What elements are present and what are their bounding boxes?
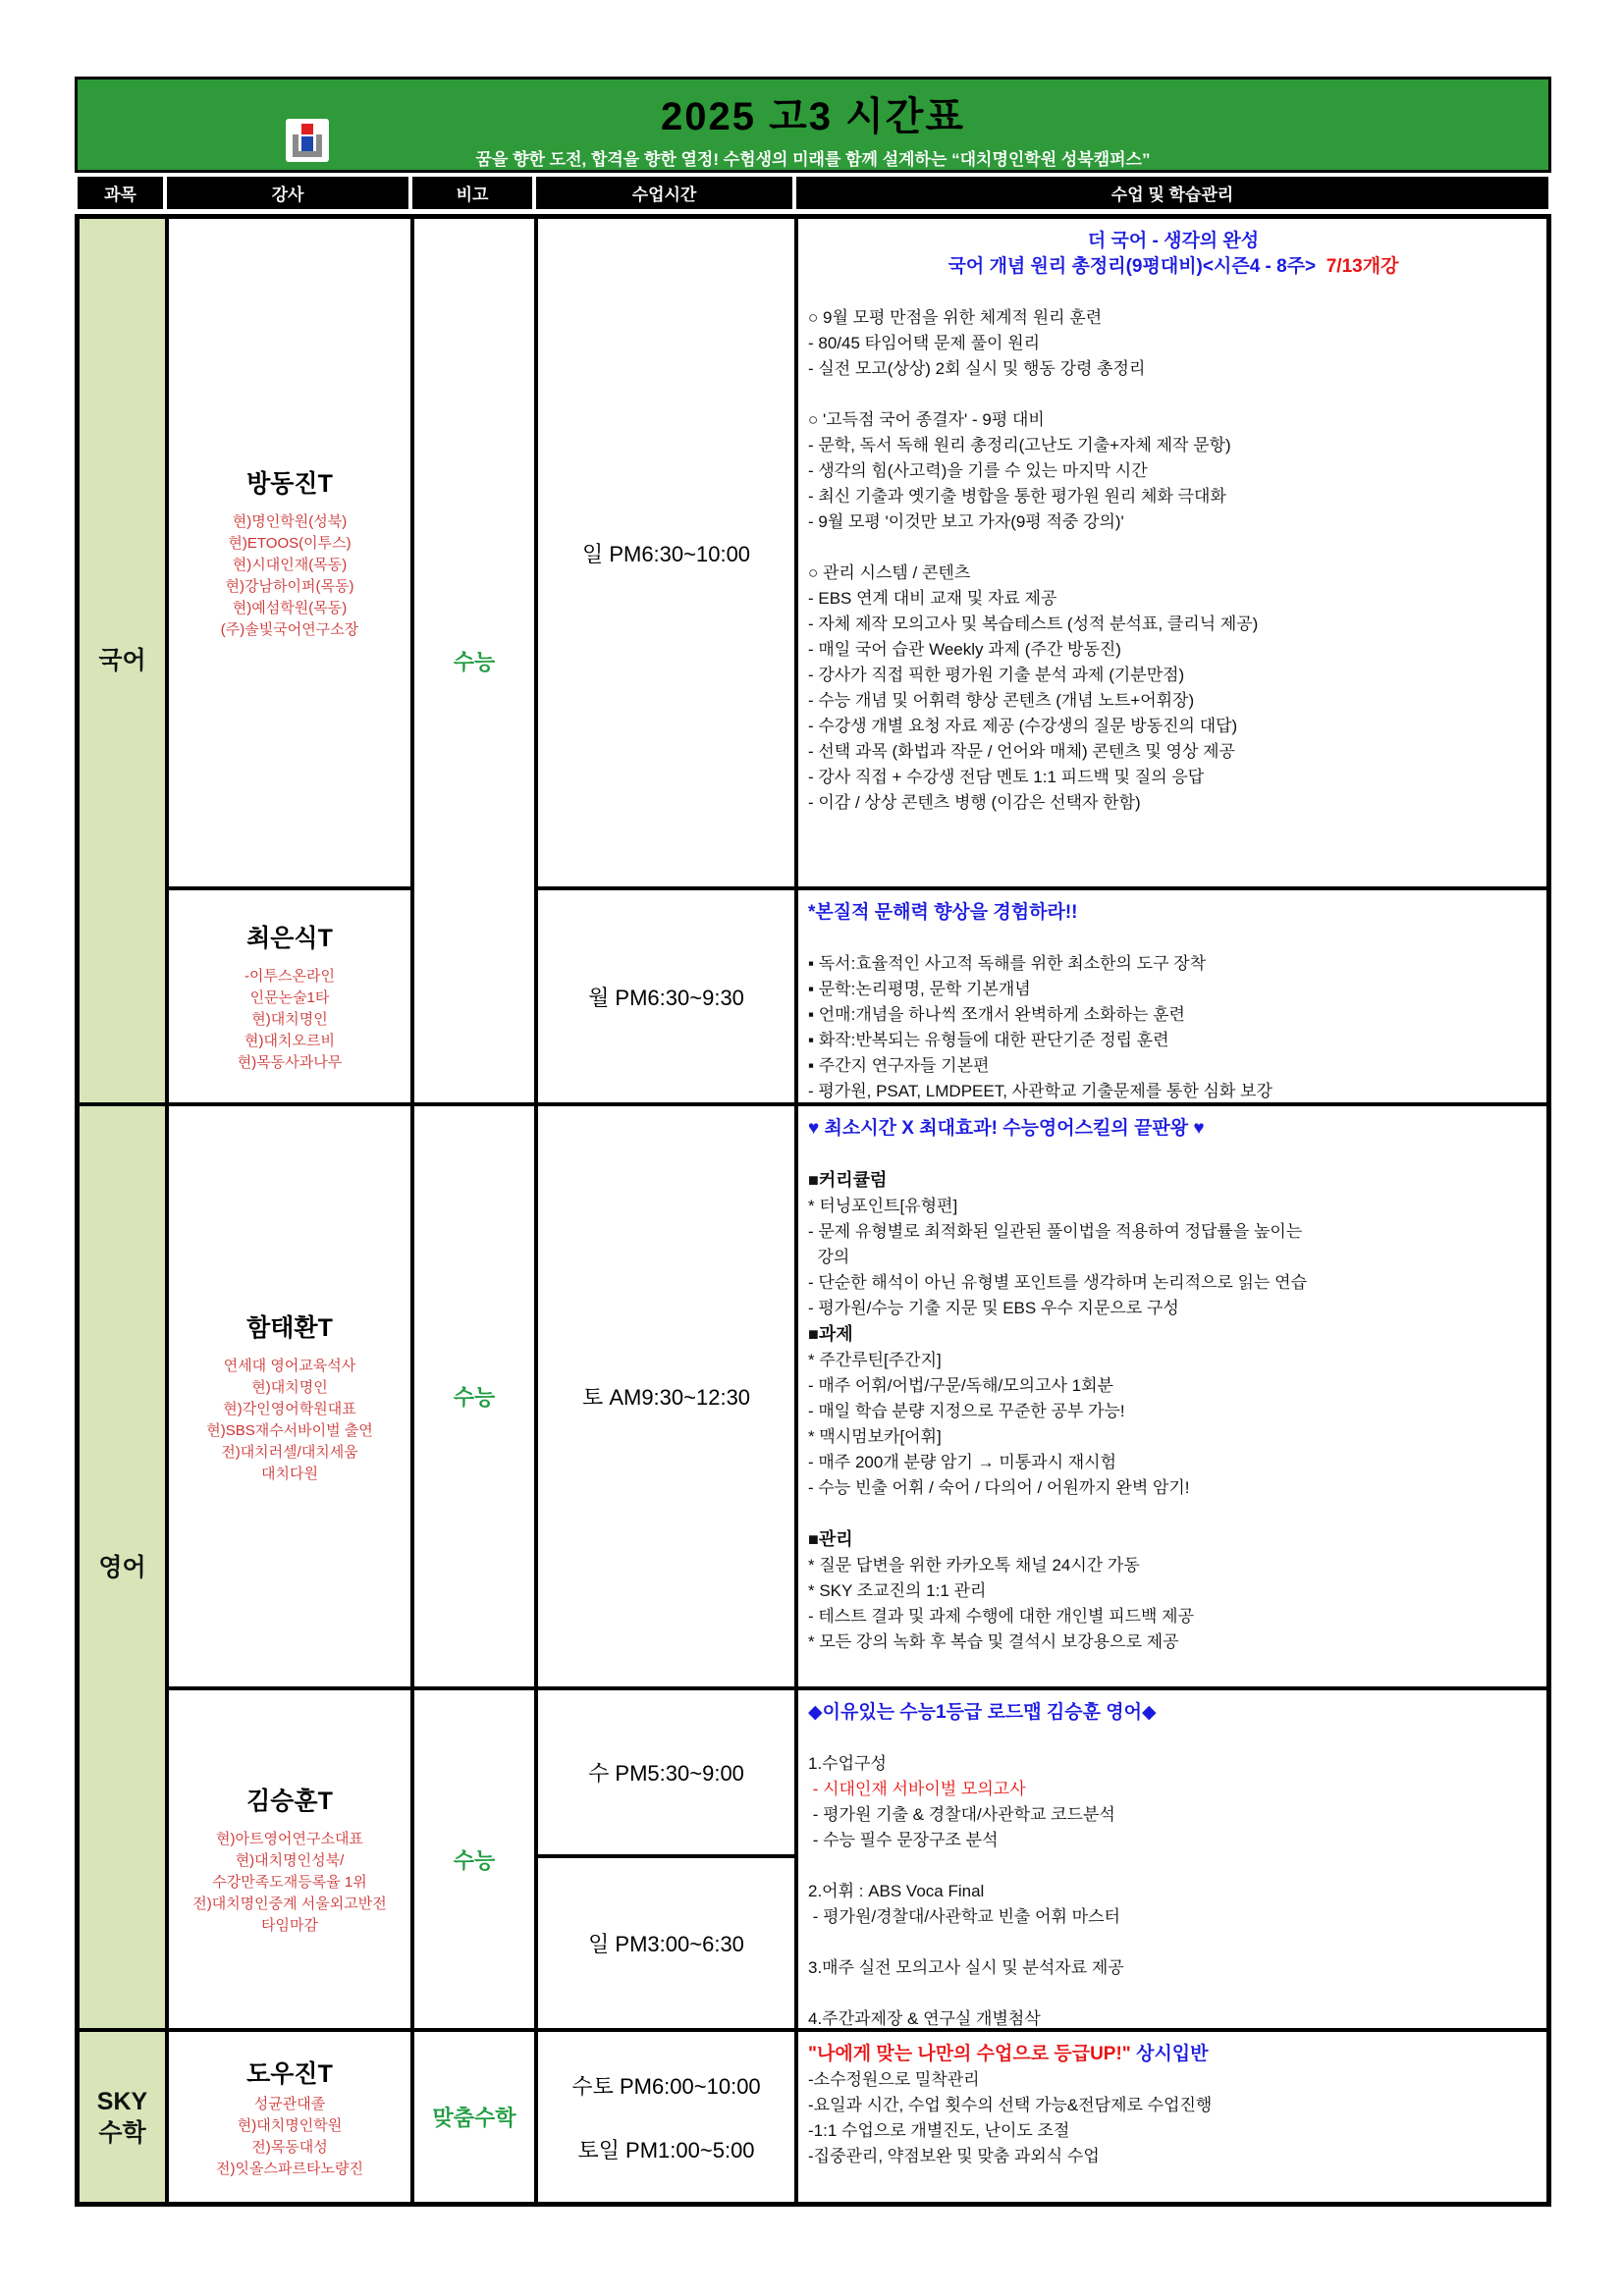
text-line	[808, 1142, 1539, 1167]
text-line: - 생각의 힘(사고력)을 기를 수 있는 마지막 시간	[808, 461, 1148, 480]
text-line: - 선택 과목 (화법과 작문 / 언어와 매체) 콘텐츠 및 영상 제공	[808, 742, 1235, 761]
text-line	[808, 926, 1539, 951]
class-time: 수 PM5:30~9:00	[588, 1761, 744, 1786]
text-line: 2.어휘 : ABS Voca Final	[808, 1882, 985, 1900]
text-line: 전)잇올스파르타노량진	[216, 2160, 363, 2177]
subject-label-line2: 수학	[98, 2118, 146, 2147]
instructor-credentials	[216, 2094, 363, 2180]
text-line: * 질문 답변을 위한 카카오톡 채널 24시간 가동	[808, 1556, 1140, 1575]
text-line: 1.수업구성	[808, 1754, 887, 1773]
text-line: - 문제 유형별로 최적화된 일관된 풀이법을 적용하여 정답률을 높이는	[808, 1222, 1303, 1241]
text-line: 현)강남하이퍼(목동)	[225, 578, 354, 595]
text-line: ▪ 주간지 연구자들 기본편	[808, 1056, 990, 1075]
content-cell-hamtaehwan	[796, 1104, 1548, 1688]
text-line: 전)대치명인중계 서울외고반전	[192, 1896, 387, 1912]
text-line: * 맥시멈보카[어휘]	[808, 1427, 942, 1446]
logo-red-block	[301, 124, 313, 134]
academy-logo-icon	[286, 119, 329, 162]
text-line: 대치다원	[261, 1465, 318, 1482]
time-cell-bangdongjin	[536, 217, 796, 888]
text-line: ○ 9월 모평 만점을 위한 체계적 원리 훈련	[808, 308, 1103, 327]
page-subtitle: 꿈을 향한 도전, 합격을 향한 열정! 수험생의 미래를 함께 설계하는 “대치명인학원 성북캠퍼스”	[475, 150, 1151, 169]
text-line: "나에게 맞는 나만의 수업으로 등급UP!" 상시입반	[808, 2044, 1209, 2064]
subject-cell-korean	[78, 217, 167, 1104]
text-line: 현)대치명인성북/	[235, 1852, 345, 1869]
text-line: 성균관대졸	[253, 2095, 326, 2112]
timetable-page	[75, 77, 1551, 2207]
class-time: 토 AM9:30~12:30	[581, 1385, 751, 1410]
text-line: 현)시대인재(목동)	[232, 557, 348, 573]
text-line: 연세대 영어교육석사	[223, 1357, 356, 1374]
instructor-cell-bangdongjin	[167, 217, 412, 888]
instructor-credentials	[192, 1829, 387, 1937]
content-cell-kimseunghun	[796, 1688, 1548, 2030]
text-line: - 9월 모평 '이것만 보고 가자(9평 적중 강의)'	[808, 512, 1124, 531]
text-line: 인문논술1타	[249, 989, 330, 1006]
column-header-time: 수업시간	[536, 177, 796, 209]
text-line: ○ 관리 시스템 / 콘텐츠	[808, 563, 971, 582]
time-cell-kimseunghun-1	[536, 1688, 796, 1856]
class-time-2: 토일 PM1:00~5:00	[577, 2137, 755, 2163]
instructor-name: 방동진T	[246, 470, 333, 498]
time-cell-choieunsik	[536, 888, 796, 1104]
content-cell-choieunsik	[796, 888, 1548, 1104]
text-line: -요일과 시간, 수업 횟수의 선택 가능&전담제로 수업진행	[808, 2096, 1213, 2114]
text-line: - 매주 200개 분량 암기 → 미통과시 재시험	[808, 1453, 1116, 1471]
column-header-management: 수업 및 학습관리	[796, 177, 1548, 209]
text-line: 현)대치명인	[251, 1378, 328, 1396]
class-time-1: 수토 PM6:00~10:00	[571, 2073, 761, 2099]
text-line: ■커리큘럼	[808, 1170, 888, 1190]
instructor-name: 김승훈T	[246, 1788, 333, 1815]
text-line: ■과제	[808, 1324, 853, 1344]
instructor-cell-hamtaehwan	[167, 1104, 412, 1688]
text-line: - EBS 연계 대비 교재 및 자료 제공	[808, 589, 1057, 608]
timetable-body	[75, 214, 1551, 2207]
text-line: - 평가원 기출 & 경찰대/사관학교 코드분석	[808, 1805, 1115, 1824]
note-cell-doujin: 맞춤수학	[412, 2030, 536, 2204]
text-line: ■관리	[808, 1529, 853, 1549]
text-line: 현)대치명인	[251, 1011, 328, 1028]
text-line: - 매일 학습 분량 지정으로 꾸준한 공부 가능!	[808, 1402, 1125, 1420]
class-time: 월 PM6:30~9:30	[588, 985, 744, 1010]
text-line: * 터닝포인트[유형편]	[808, 1197, 958, 1215]
text-line: - 수강생 개별 요청 자료 제공 (수강생의 질문 방동진의 대답)	[808, 717, 1238, 735]
text-line: 현)ETOOS(이투스)	[228, 535, 352, 552]
instructor-cell-doujin	[167, 2030, 412, 2204]
text-line: - 강사가 직접 픽한 평가원 기출 분석 과제 (기분만점)	[808, 666, 1185, 684]
text-line: - 수능 빈출 어휘 / 숙어 / 다의어 / 어원까지 완벽 암기!	[808, 1478, 1190, 1497]
page-title: 2025 고3 시간표	[660, 95, 966, 138]
text-line: 현)대치명인학원	[237, 2116, 343, 2134]
text-line: -이투스온라인	[244, 968, 335, 985]
text-line	[808, 1853, 1539, 1879]
text-line: 현)SBS재수서바이벌 출연	[206, 1421, 373, 1439]
text-line	[808, 280, 1539, 305]
logo-gray-bracket	[293, 134, 322, 157]
text-line: - 수능 필수 문장구조 분석	[808, 1831, 999, 1849]
text-line	[808, 535, 1539, 561]
text-line: - 매주 어휘/어법/구문/독해/모의고사 1회분	[808, 1376, 1113, 1395]
text-line: - 평가원/수능 기출 지문 및 EBS 우수 지문으로 구성	[808, 1299, 1179, 1317]
banner	[75, 77, 1551, 173]
text-line: 4.주간과제장 & 연구실 개별첨삭	[808, 2009, 1041, 2028]
text-line: 국어 개념 원리 총정리(9평대비)<시즌4 - 8주> 7/13개강	[947, 256, 1399, 277]
text-line: 현)각인영어학원대표	[223, 1400, 356, 1417]
note-cell-korean: 수능	[412, 217, 536, 1104]
text-line	[808, 1981, 1539, 2006]
text-line: 현)명인학원(성북)	[232, 513, 348, 530]
text-line: 3.매주 실전 모의고사 실시 및 분석자료 제공	[808, 1958, 1124, 1977]
text-line: ▪ 독서:효율적인 사고적 독해를 위한 최소한의 도구 장착	[808, 954, 1207, 973]
text-line: ○ '고득점 국어 종결자' - 9평 대비	[808, 410, 1045, 429]
instructor-credentials	[221, 511, 358, 641]
text-line: -소수정원으로 밀착관리	[808, 2070, 980, 2089]
text-line: 강의	[808, 1248, 850, 1266]
text-line: - 자체 제작 모의고사 및 복습테스트 (성적 분석표, 클리닉 제공)	[808, 614, 1259, 633]
content-cell-bangdongjin	[796, 217, 1548, 888]
text-line: - 이감 / 상상 콘텐츠 병행 (이감은 선택자 한함)	[808, 793, 1141, 812]
column-header-note: 비고	[412, 177, 536, 209]
column-header-row	[78, 177, 1548, 209]
text-line: ▪ 문학:논리평명, 문학 기본개념	[808, 980, 1031, 998]
text-line: 타임마감	[261, 1917, 318, 1934]
text-line: 현)목동사과나무	[237, 1054, 343, 1071]
text-line: 전)대치러셀/대치세움	[221, 1443, 358, 1461]
text-line: 현)아트영어연구소대표	[216, 1831, 363, 1847]
instructor-name: 함태환T	[246, 1313, 333, 1342]
instructor-cell-kimseunghun	[167, 1688, 412, 2030]
text-line: 현)예섬학원(목동)	[232, 600, 348, 616]
text-line: 더 국어 - 생각의 완성	[1087, 231, 1260, 251]
text-line: - 강사 직접 + 수강생 전담 멘토 1:1 피드백 및 질의 응답	[808, 768, 1205, 786]
text-line: * 주간루틴[주간지]	[808, 1351, 942, 1369]
column-header-instructor: 강사	[167, 177, 412, 209]
instructor-name: 도우진T	[246, 2059, 333, 2088]
text-line: - 문학, 독서 독해 원리 총정리(고난도 기출+자체 제작 문항)	[808, 436, 1231, 454]
class-time: 일 PM3:00~6:30	[588, 1932, 744, 1956]
text-line	[808, 382, 1539, 407]
time-cell-kimseunghun-2	[536, 1856, 796, 2030]
text-line: - 최신 기출과 옛기출 병합을 통한 평가원 원리 체화 극대화	[808, 487, 1226, 506]
content-cell-doujin	[796, 2030, 1548, 2204]
subject-cell-sky-math	[78, 2030, 167, 2204]
text-line: - 평가원, PSAT, LMDPEET, 사관학교 기출문제를 통한 심화 보강	[808, 1082, 1272, 1100]
text-line: - 수능 개념 및 어휘력 향상 콘텐츠 (개념 노트+어휘장)	[808, 691, 1195, 710]
instructor-name: 최은식T	[246, 925, 333, 952]
instructor-credentials	[238, 966, 342, 1074]
text-line: ◆이유있는 수능1등급 로드맵 김승훈 영어◆	[808, 1702, 1157, 1723]
time-cell-doujin	[536, 2030, 796, 2204]
text-line: - 시대인재 서바이벌 모의고사	[808, 1780, 1026, 1798]
text-line: -집중관리, 약점보완 및 맞춤 과외식 수업	[808, 2147, 1100, 2165]
text-line: (주)솔빛국어연구소장	[220, 621, 359, 638]
text-line: - 매일 국어 습관 Weekly 과제 (주간 방동진)	[808, 640, 1121, 659]
text-line: * SKY 조교진의 1:1 관리	[808, 1581, 987, 1600]
text-line: 전)목동대성	[251, 2138, 328, 2156]
text-line	[808, 1930, 1539, 1955]
instructor-cell-choieunsik	[167, 888, 412, 1104]
text-line: ▪ 언매:개념을 하나씩 쪼개서 완벽하게 소화하는 훈련	[808, 1005, 1185, 1024]
subject-label: 국어	[98, 647, 146, 674]
subject-cell-english	[78, 1104, 167, 2030]
text-line: -1:1 수업으로 개별진도, 난이도 조절	[808, 2121, 1070, 2140]
text-line	[808, 1501, 1539, 1526]
text-line: * 모든 강의 녹화 후 복습 및 결석시 보강용으로 제공	[808, 1632, 1179, 1651]
text-line: ▪ 화작:반복되는 유형들에 대한 판단기준 정립 훈련	[808, 1031, 1169, 1049]
text-line	[808, 1726, 1539, 1751]
class-time: 일 PM6:30~10:00	[581, 541, 751, 566]
text-line: 현)대치오르비	[244, 1033, 335, 1049]
text-line: ♥ 최소시간 X 최대효과! 수능영어스킬의 끝판왕 ♥	[808, 1118, 1205, 1139]
note-cell-hamtaehwan: 수능	[412, 1104, 536, 1688]
text-line: *본질적 문해력 향상을 경험하라!!	[808, 902, 1078, 923]
note-cell-kimseunghun: 수능	[412, 1688, 536, 2030]
subject-label-line1: SKY	[96, 2087, 148, 2115]
subject-label: 영어	[98, 1553, 146, 1581]
text-line: - 실전 모고(상상) 2회 실시 및 행동 강령 총정리	[808, 359, 1146, 378]
text-line: - 테스트 결과 및 과제 수행에 대한 개인별 피드백 제공	[808, 1607, 1195, 1626]
column-header-subject: 과목	[78, 177, 167, 209]
text-line: 수강만족도재등록율 1위	[212, 1874, 367, 1891]
text-line: - 80/45 타임어택 문제 풀이 원리	[808, 334, 1041, 352]
text-line: - 평가원/경찰대/사관학교 빈출 어휘 마스터	[808, 1907, 1120, 1926]
instructor-credentials	[206, 1356, 373, 1485]
time-cell-hamtaehwan	[536, 1104, 796, 1688]
text-line: - 단순한 해석이 아닌 유형별 포인트를 생각하며 논리적으로 읽는 연습	[808, 1273, 1307, 1292]
